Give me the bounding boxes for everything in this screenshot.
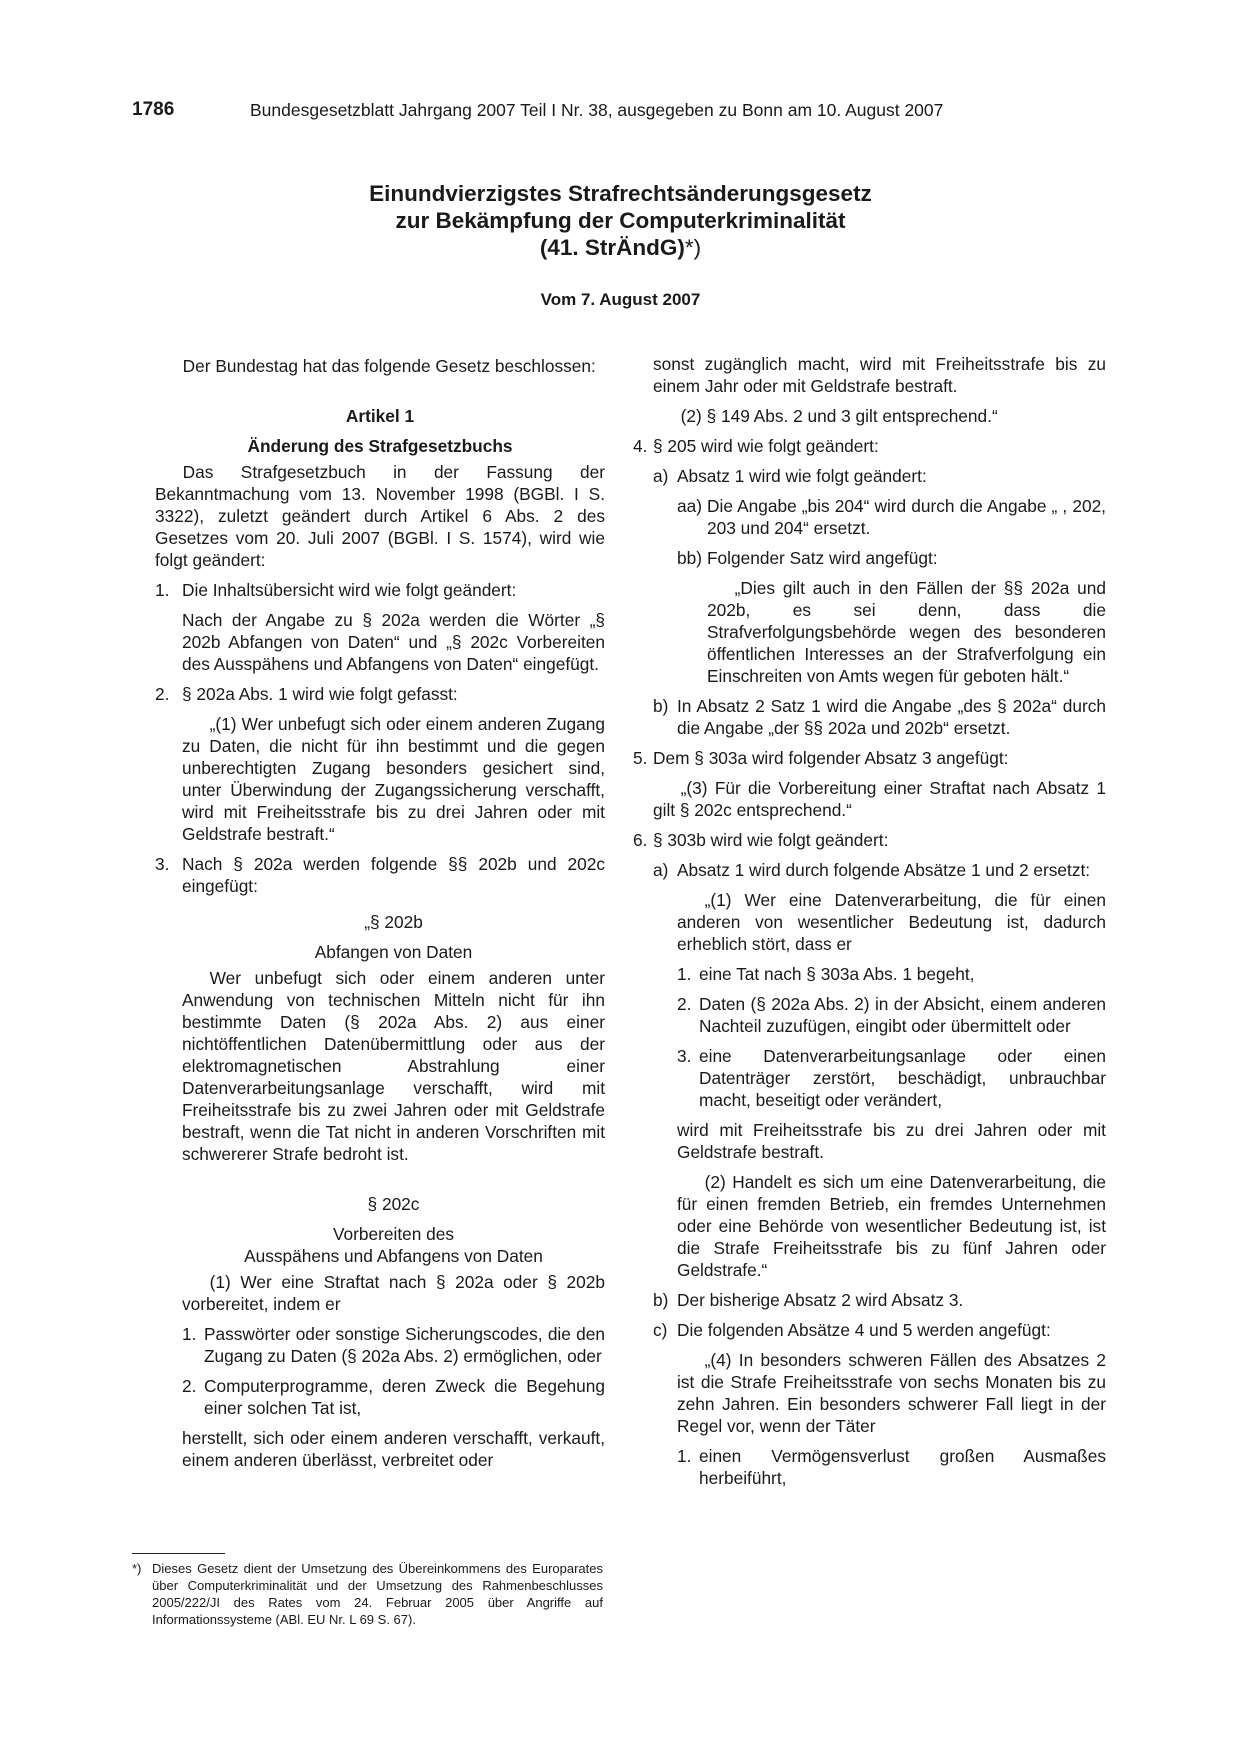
section-202c-tail: herstellt, sich oder einem anderen verschafft, verkauft, einem anderen überlässt, verbreitet oder — [182, 1428, 605, 1470]
gazette-source: Bundesgesetzblatt Jahrgang 2007 Teil I Nr. 38, ausgegeben zu Bonn am 10. August 2007 — [250, 100, 944, 120]
item-letter: aa) — [677, 496, 702, 516]
section-202b-body: Wer unbefugt sich oder einem anderen unter Anwendung von technischen Mitteln nicht für ihn bestimmte Daten (§ 202a Abs. 2) aus einer nichtöffentlichen Datenübermittlung oder aus der elektromagnetischen Abstrahlung einer Datenverarbeitungsanlage verschafft, wird mit Freiheitsstrafe bis zu zwei Jahren oder mit Geldstrafe bestraft, wenn die Tat nicht in anderen Vorschriften mit schwererer Strafe bedroht ist. — [182, 968, 605, 1164]
item-number: 6. — [633, 830, 648, 850]
item-number: 2. — [155, 684, 170, 704]
quote-303b-abs4: „(4) In besonders schweren Fällen des Absatzes 2 ist die Strafe Freiheitsstrafe von sechs Monaten bis zu zehn Jahren. Ein besonders schwerer Fall liegt in der Regel vor, wenn der Täter — [677, 1350, 1106, 1436]
item-text: Die Angabe „bis 204“ wird durch die Angabe „ , 202, 203 und 204“ ersetzt. — [707, 496, 1106, 538]
item-text: § 303b wird wie folgt geändert: — [653, 830, 889, 850]
item-text: eine Tat nach § 303a Abs. 1 begeht, — [699, 964, 975, 984]
item-body: „(3) Für die Vorbereitung einer Straftat nach Absatz 1 gilt § 202c entsprechend.“ — [653, 778, 1106, 820]
section-202c-abs1: (1) Wer eine Straftat nach § 202a oder § 202b vorbereitet, indem er — [182, 1272, 605, 1314]
sub-item-6b — [653, 1289, 1106, 1311]
sub-item-6c — [653, 1319, 1106, 1341]
section-202c-title-1: Vorbereiten des — [332, 1224, 455, 1244]
law-title — [0, 180, 1241, 261]
list-item-6 — [633, 829, 1106, 851]
sub-item-4bb — [677, 547, 1106, 569]
list-item-5 — [633, 747, 1106, 769]
sub-item-4b — [653, 695, 1106, 739]
footnote-divider — [132, 1553, 225, 1554]
item-letter: b) — [653, 696, 669, 716]
item-text: Daten (§ 202a Abs. 2) in der Absicht, einem anderen Nachteil zuzufügen, eingibt oder übermittelt oder — [699, 994, 1106, 1036]
item-text: Computerprogramme, deren Zweck die Begehung einer solchen Tat ist, — [204, 1376, 605, 1418]
item-text: Passwörter oder sonstige Sicherungscodes, die den Zugang zu Daten (§ 202a Abs. 2) ermöglichen, oder — [204, 1324, 605, 1366]
left-column — [155, 355, 605, 1471]
item-text: Nach § 202a werden folgende §§ 202b und 202c eingefügt: — [182, 854, 605, 896]
quote-303b-abs1: „(1) Wer eine Datenverarbeitung, die für einen anderen von wesentlicher Bedeutung ist, dadurch erheblich stört, dass er — [677, 890, 1106, 954]
sub-item-2 — [182, 1375, 605, 1419]
item-number: 1. — [677, 964, 692, 984]
item-body: Nach der Angabe zu § 202a werden die Wörter „§ 202b Abfangen von Daten“ und „§ 202c Vorbereiten des Ausspähens und Abfangens von Daten“ eingefügt. — [182, 610, 605, 674]
list-item-1 — [155, 579, 605, 601]
list-item-4 — [633, 435, 1106, 457]
footnote-mark[interactable]: *) — [684, 235, 702, 260]
section-202b: „§ 202b — [364, 912, 423, 932]
abs-2: (2) § 149 Abs. 2 und 3 gilt entsprechend.“ — [680, 406, 998, 426]
item-number: 3. — [677, 1046, 692, 1066]
quote-303b-tail: wird mit Freiheitsstrafe bis zu drei Jahren oder mit Geldstrafe bestraft. — [677, 1120, 1106, 1162]
continued-text: sonst zugänglich macht, wird mit Freiheitsstrafe bis zu einem Jahr oder mit Geldstrafe bestraft. — [653, 354, 1106, 396]
item-text: Dem § 303a wird folgender Absatz 3 angefügt: — [653, 748, 1009, 768]
list-item-2 — [155, 683, 605, 705]
page-number: 1786 — [132, 99, 175, 120]
item-number: 1. — [155, 580, 170, 600]
quote-205: „Dies gilt auch in den Fällen der §§ 202a und 202b, es sei denn, dass die Strafverfolgungsbehörde wegen des besonderen öffentlichen Interesses an der Strafverfolgung ein Einschreiten von Amts wegen für geboten hält.“ — [707, 578, 1106, 686]
law-date: Vom 7. August 2007 — [540, 290, 701, 309]
item-text: Folgender Satz wird angefügt: — [707, 548, 938, 568]
right-column — [633, 353, 1106, 1489]
article-text: Das Strafgesetzbuch in der Fassung der Bekanntmachung vom 13. November 1998 (BGBl. I S. 3322), zuletzt geändert durch Artikel 6 Abs. 2 des Gesetzes vom 20. Juli 2007 (BGBl. I S. 1574), wird wie folgt geändert: — [155, 462, 605, 570]
item-number: 2. — [677, 994, 692, 1014]
section-202c-title-2: Ausspähens und Abfangens von Daten — [244, 1246, 543, 1266]
item-number: 4. — [633, 436, 648, 456]
item-text: § 202a Abs. 1 wird wie folgt gefasst: — [182, 684, 458, 704]
quote-303b-abs2: (2) Handelt es sich um eine Datenverarbeitung, die für einen fremden Betrieb, ein fremdes Unternehmen oder eine Behörde von wesentlicher Bedeutung ist, ist die Strafe Freiheitsstrafe bis zu fünf Jahren oder Geldstrafe.“ — [677, 1172, 1106, 1280]
item-text: eine Datenverarbeitungsanlage oder einen Datenträger zerstört, beschädigt, unbrauchbar macht, beseitigt oder verändert, — [699, 1046, 1106, 1110]
item-letter: a) — [653, 860, 669, 880]
item-text: § 205 wird wie folgt geändert: — [653, 436, 879, 456]
section-202b-title: Abfangen von Daten — [314, 942, 473, 962]
sub-item-6a-1 — [677, 963, 1106, 985]
sub-item-6a-3 — [677, 1045, 1106, 1111]
item-text: In Absatz 2 Satz 1 wird die Angabe „des § 202a“ durch die Angabe „der §§ 202a und 202b“ ersetzt. — [677, 696, 1106, 738]
sub-item-4a — [653, 465, 1106, 487]
sub-item-6a-2 — [677, 993, 1106, 1037]
item-letter: bb) — [677, 548, 702, 568]
item-letter: b) — [653, 1290, 669, 1310]
section-202c: § 202c — [367, 1194, 420, 1214]
item-text: Die folgenden Absätze 4 und 5 werden angefügt: — [677, 1320, 1051, 1340]
list-item-3 — [155, 853, 605, 897]
item-number: 1. — [677, 1446, 692, 1466]
title-line-1: Einundvierzigstes Strafrechtsänderungsgesetz — [369, 181, 872, 206]
title-line-2: zur Bekämpfung der Computerkriminalität — [395, 208, 846, 233]
sub-item-1 — [182, 1323, 605, 1367]
sub-item-4aa — [677, 495, 1106, 539]
footnote — [132, 1560, 603, 1628]
item-number: 1. — [182, 1324, 197, 1344]
item-body: „(1) Wer unbefugt sich oder einem anderen Zugang zu Daten, die nicht für ihn bestimmt und die gegen unberechtigten Zugang besonders gesichert sind, unter Überwindung der Zugangssicherung verschafft, wird mit Freiheitsstrafe bis zu drei Jahren oder mit Geldstrafe bestraft.“ — [182, 714, 605, 844]
item-text: Absatz 1 wird wie folgt geändert: — [677, 466, 927, 486]
item-number: 3. — [155, 854, 170, 874]
item-text: Die Inhaltsübersicht wird wie folgt geändert: — [182, 580, 517, 600]
article-title: Änderung des Strafgesetzbuchs — [247, 436, 513, 456]
item-letter: a) — [653, 466, 669, 486]
item-number: 5. — [633, 748, 648, 768]
article-heading: Artikel 1 — [345, 406, 415, 426]
item-text: einen Vermögensverlust großen Ausmaßes herbeiführt, — [699, 1446, 1106, 1488]
item-text: Absatz 1 wird durch folgende Absätze 1 und 2 ersetzt: — [677, 860, 1091, 880]
title-line-3 — [0, 234, 1241, 261]
footnote-text: Dieses Gesetz dient der Umsetzung des Übereinkommens des Europarates über Computerkriminalität und der Umsetzung des Rahmenbeschlusses 2005/222/JI des Rates vom 24. Februar 2005 über Angriffe auf Informationssysteme (ABl. EU Nr. L 69 S. 67). — [152, 1561, 603, 1627]
title-abbrev: (41. StrÄndG) — [539, 235, 685, 260]
footnote-marker: *) — [132, 1561, 142, 1576]
item-letter: c) — [653, 1320, 668, 1340]
sub-item-6a — [653, 859, 1106, 881]
sub-item-6c-1 — [677, 1445, 1106, 1489]
item-text: Der bisherige Absatz 2 wird Absatz 3. — [677, 1290, 964, 1310]
intro: Der Bundestag hat das folgende Gesetz beschlossen: — [182, 356, 596, 376]
item-number: 2. — [182, 1376, 197, 1396]
